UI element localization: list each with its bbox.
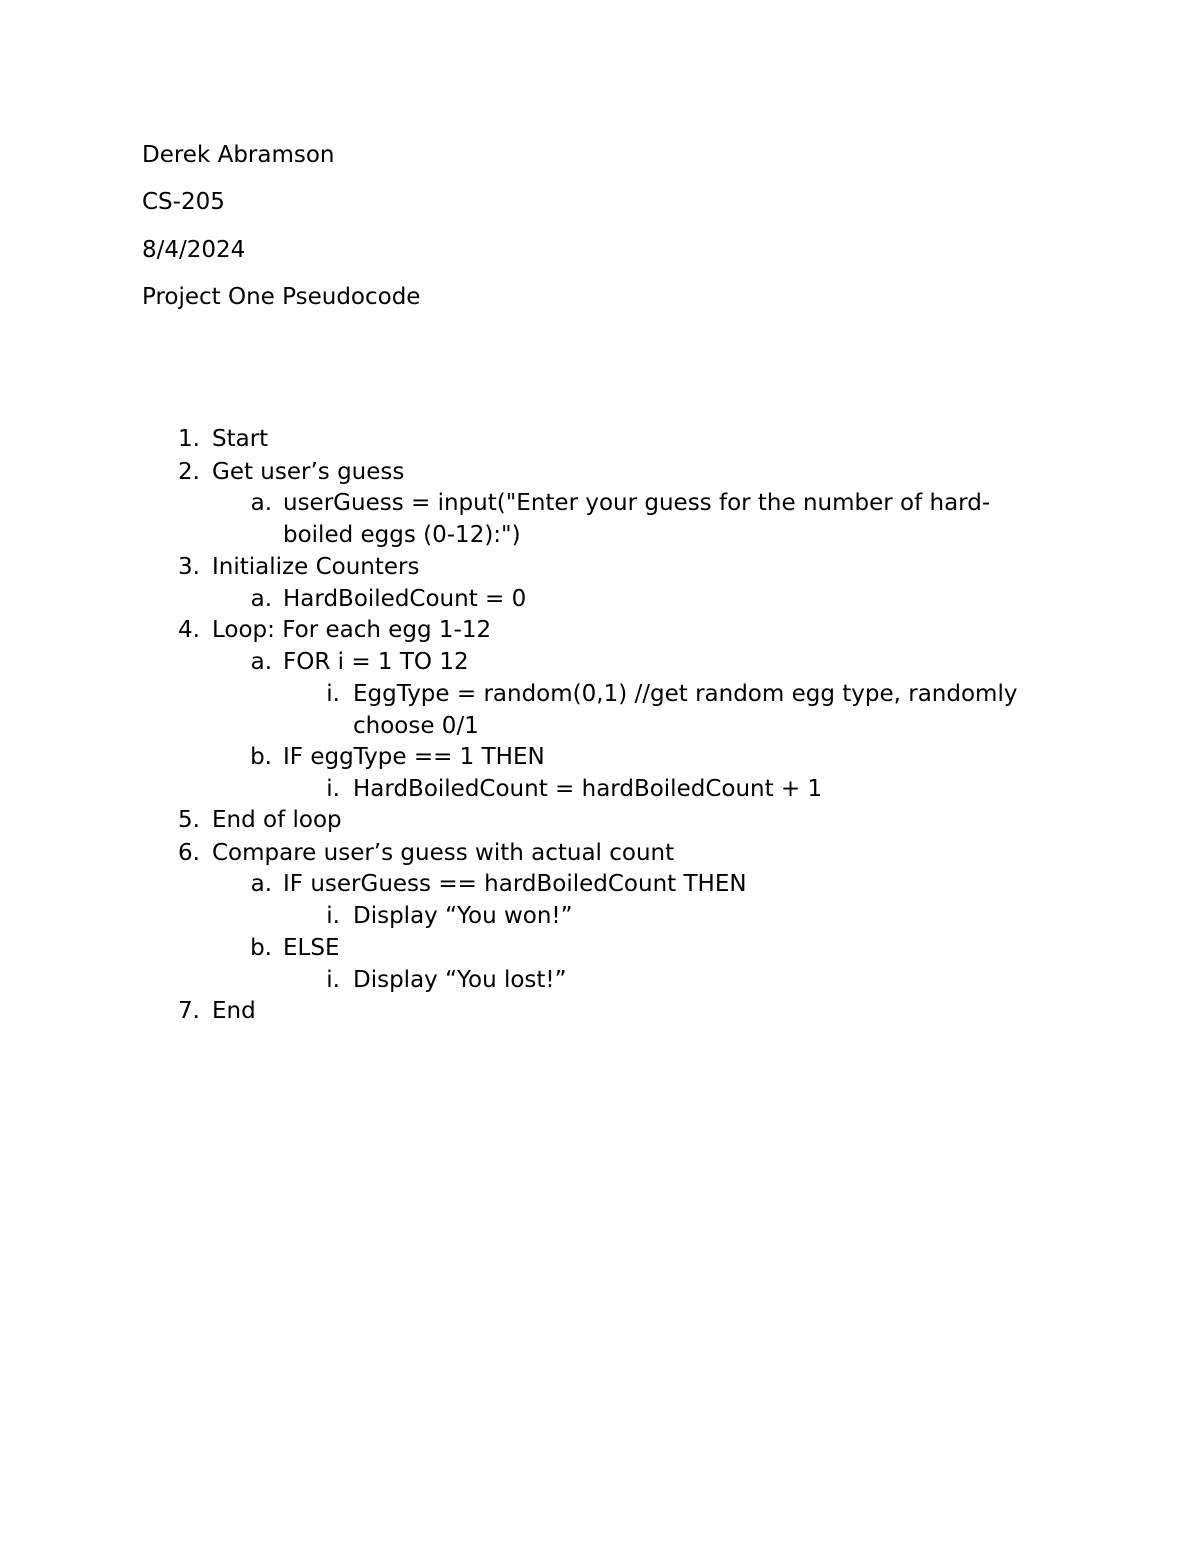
step-5-marker: 5.: [178, 807, 200, 833]
step-6ai-text: Display “You won!”: [353, 903, 573, 929]
document-title: Project One Pseudocode: [142, 284, 421, 310]
step-2a-line2: boiled eggs (0-12):"): [283, 522, 521, 548]
step-4b-marker: b.: [250, 744, 272, 770]
step-3-text: Initialize Counters: [212, 554, 420, 580]
step-7-text: End: [212, 998, 256, 1024]
step-4ai-line1: EggType = random(0,1) //get random egg type, randomly: [353, 681, 1018, 707]
step-6a-text: IF userGuess == hardBoiledCount THEN: [283, 871, 747, 897]
step-6-text: Compare user’s guess with actual count: [212, 840, 675, 866]
step-1-marker: 1.: [178, 426, 200, 452]
step-4ai-marker: i.: [326, 681, 340, 707]
step-6-marker: 6.: [178, 840, 200, 866]
step-4ai-line2: choose 0/1: [353, 713, 479, 739]
step-4bi-text: HardBoiledCount = hardBoiledCount + 1: [353, 776, 823, 802]
step-3a-marker: a.: [250, 586, 272, 612]
author-name: Derek Abramson: [142, 142, 335, 168]
step-7-marker: 7.: [178, 998, 200, 1024]
step-2-marker: 2.: [178, 459, 200, 485]
step-4-marker: 4.: [178, 617, 200, 643]
step-2a-line1: userGuess = input("Enter your guess for the number of hard-: [283, 490, 991, 516]
step-4bi-marker: i.: [326, 776, 340, 802]
step-6bi-marker: i.: [326, 967, 340, 993]
step-5-text: End of loop: [212, 807, 342, 833]
course-code: CS-205: [142, 189, 225, 215]
step-6bi-text: Display “You lost!”: [353, 967, 567, 993]
step-6a-marker: a.: [250, 871, 272, 897]
step-1-text: Start: [212, 426, 269, 452]
step-3-marker: 3.: [178, 554, 200, 580]
step-4-text: Loop: For each egg 1-12: [212, 617, 492, 643]
step-6b-marker: b.: [250, 935, 272, 961]
step-2a-marker: a.: [250, 490, 272, 516]
step-3a-text: HardBoiledCount = 0: [283, 586, 527, 612]
step-2-text: Get user’s guess: [212, 459, 405, 485]
step-4a-marker: a.: [250, 649, 272, 675]
step-4b-text: IF eggType == 1 THEN: [283, 744, 545, 770]
step-6b-text: ELSE: [283, 935, 340, 961]
step-4a-text: FOR i = 1 TO 12: [283, 649, 469, 675]
step-6ai-marker: i.: [326, 903, 340, 929]
document-date: 8/4/2024: [142, 237, 246, 263]
